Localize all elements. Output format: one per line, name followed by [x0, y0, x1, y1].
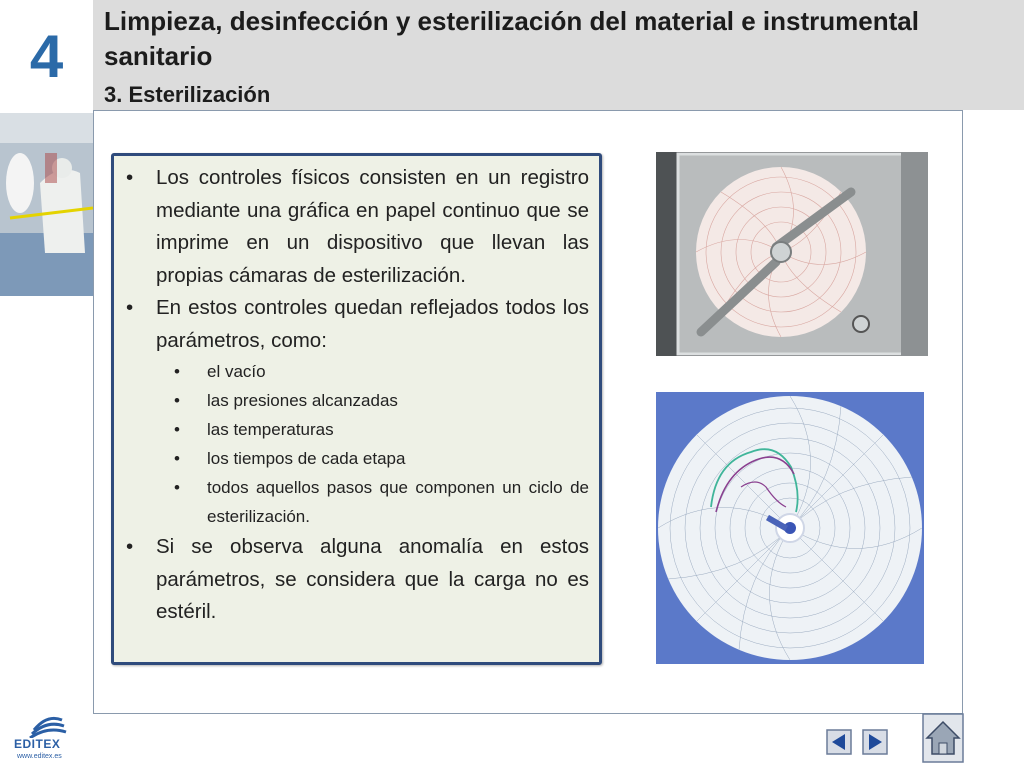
logo-wordmark: EDITEX: [14, 737, 61, 751]
bullet-list: [114, 156, 599, 629]
sub-bullet-item: • todos aquellos pasos que componen un ciclo de esterilización.: [114, 473, 589, 531]
triangle-left-icon: [826, 729, 852, 755]
side-photo-sterilization-staff: [0, 113, 93, 296]
section-subtitle: 3. Esterilización: [104, 82, 271, 107]
sub-bullet-item: • el vacío: [114, 357, 589, 386]
chapter-number: 4: [29, 23, 64, 90]
header-bar: [93, 0, 1024, 110]
home-button[interactable]: [922, 713, 964, 763]
chapter-block: [0, 0, 93, 110]
editex-logo: [12, 712, 82, 762]
logo-url: www.editex.es: [17, 753, 62, 760]
photo-chart-disc: [656, 392, 924, 664]
page-title: Limpieza, desinfección y esterilización del material e instrumental sanitario: [104, 6, 919, 71]
text-box: [111, 153, 602, 665]
sub-bullet-item: • los tiempos de cada etapa: [114, 444, 589, 473]
triangle-right-icon: [862, 729, 888, 755]
bullet-item: • Si se observa alguna anomalía en estos parámetros, se considera que la carga no es estéril.: [114, 531, 589, 629]
sub-bullet-item: • las presiones alcanzadas: [114, 386, 589, 415]
previous-slide-button[interactable]: [826, 729, 852, 755]
bullet-item: • Los controles físicos consisten en un registro mediante una gráfica en papel continuo que se imprime en un dispositivo que llevan las propias cámaras de esterilización.: [114, 162, 589, 292]
bullet-item: • En estos controles quedan reflejados todos los parámetros, como:: [114, 292, 589, 357]
editex-logo-mark-icon: [12, 712, 82, 738]
next-slide-button[interactable]: [862, 729, 888, 755]
home-icon: [922, 713, 964, 763]
photo-chart-recorder: [656, 152, 928, 356]
sub-bullet-item: • las temperaturas: [114, 415, 589, 444]
